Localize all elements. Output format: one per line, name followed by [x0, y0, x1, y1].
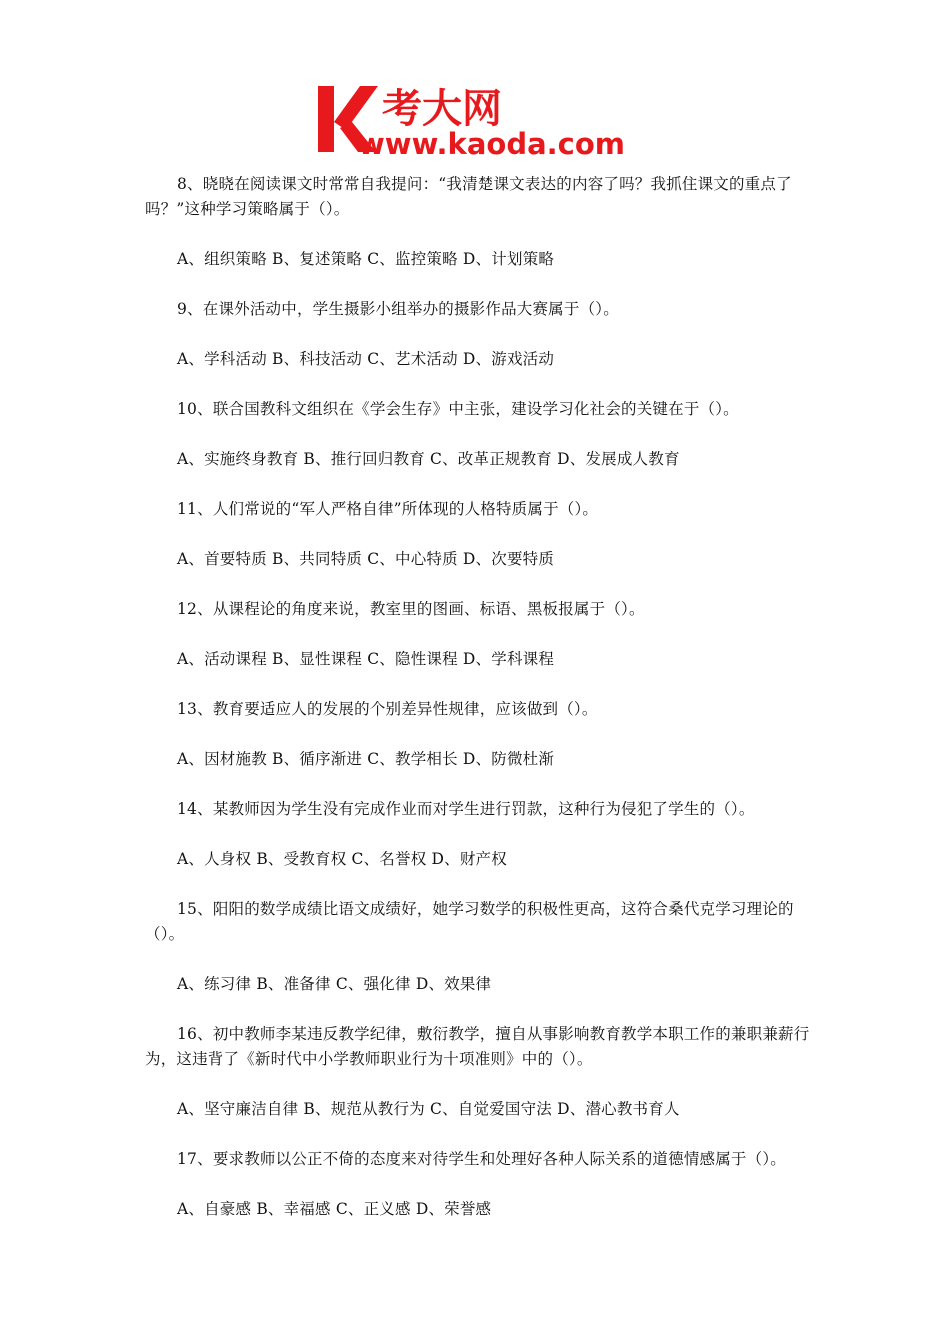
options-9: A、学科活动 B、科技活动 C、艺术活动 D、游戏活动 [177, 350, 555, 368]
options-15: A、练习律 B、准备律 C、强化律 D、效果律 [177, 975, 492, 993]
question-10: 10、联合国教科文组织在《学会生存》中主张，建设学习化社会的关键在于（）。 [177, 400, 739, 418]
question-17: 17、要求教师以公正不倚的态度来对待学生和处理好各种人际关系的道德情感属于（）。 [177, 1150, 786, 1168]
kaoda-logo [318, 80, 638, 160]
question-13: 13、教育要适应人的发展的个别差异性规律，应该做到（）。 [177, 700, 598, 718]
document-body [145, 172, 810, 1247]
options-10: A、实施终身教育 B、推行回归教育 C、改革正规教育 D、发展成人教育 [177, 450, 680, 468]
options-8: A、组织策略 B、复述策略 C、监控策略 D、计划策略 [177, 250, 555, 268]
logo-brand-text: 考大网 [382, 86, 502, 132]
question-11: 11、人们常说的“军人严格自律”所体现的人格特质属于（）。 [177, 500, 599, 518]
options-12: A、活动课程 B、显性课程 C、隐性课程 D、学科课程 [177, 650, 555, 668]
options-13: A、因材施教 B、循序渐进 C、教学相长 D、防微杜渐 [177, 750, 555, 768]
logo-url-text: www.kaoda.com [358, 127, 625, 160]
question-15: 15、阳阳的数学成绩比语文成绩好，她学习数学的积极性更高，这符合桑代克学习理论的（）。 [145, 900, 794, 943]
question-16: 16、初中教师李某违反教学纪律，敷衍教学，擅自从事影响教育教学本职工作的兼职兼薪行为，这违背了《新时代中小学教师职业行为十项准则》中的（）。 [145, 1025, 810, 1068]
options-16: A、坚守廉洁自律 B、规范从教行为 C、自觉爱国守法 D、潜心教书育人 [177, 1100, 680, 1118]
question-12: 12、从课程论的角度来说，教室里的图画、标语、黑板报属于（）。 [177, 600, 645, 618]
question-14: 14、某教师因为学生没有完成作业而对学生进行罚款，这种行为侵犯了学生的（）。 [177, 800, 755, 818]
options-14: A、人身权 B、受教育权 C、名誉权 D、财产权 [177, 850, 507, 868]
kaoda-logo-graphic [318, 80, 638, 160]
options-11: A、首要特质 B、共同特质 C、中心特质 D、次要特质 [177, 550, 555, 568]
question-8: 8、晓晓在阅读课文时常常自我提问：“我清楚课文表达的内容了吗？我抓住课文的重点了吗？”这种学习策略属于（）。 [145, 175, 792, 218]
question-9: 9、在课外活动中，学生摄影小组举办的摄影作品大赛属于（）。 [177, 300, 619, 318]
options-17: A、自豪感 B、幸福感 C、正义感 D、荣誉感 [177, 1200, 492, 1218]
